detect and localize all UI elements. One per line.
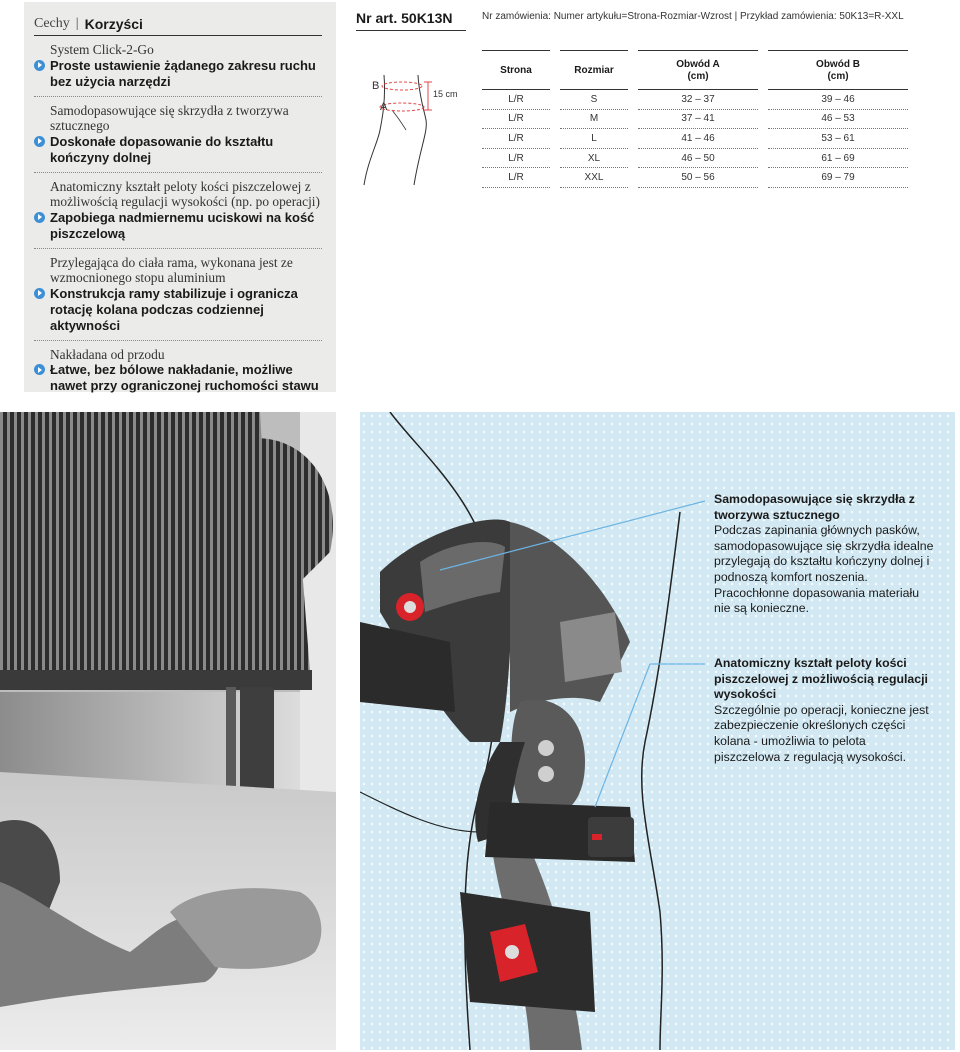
- callout-tibial-pad: [714, 656, 934, 765]
- benefit-row: [34, 210, 322, 242]
- arrow-right-icon: [34, 288, 45, 299]
- feature-text: Nakładana od przodu: [50, 346, 165, 362]
- feature-item: [34, 249, 322, 341]
- callout-self-adjusting-wings: [714, 492, 934, 617]
- size-row: [482, 129, 908, 149]
- feature-item: [34, 36, 322, 97]
- header-circumference-b: Obwód B (cm): [768, 50, 908, 90]
- heading-separator: |: [75, 16, 79, 31]
- feature-text: Samodopasowujące się skrzydła z tworzywa sztucznego: [50, 102, 289, 133]
- chair-and-leg-photo: [0, 412, 336, 1050]
- callout-body: Szczególnie po operacji, konieczne jest zabezpieczenie określonych części kolana - umożliwia to pelota piszczelowa z regulacją wysokości.: [714, 702, 929, 764]
- benefit-text: Zapobiega nadmiernemu uciskowi na kość piszczelową: [50, 209, 315, 241]
- features-benefits-panel: [24, 2, 336, 392]
- cell-side: L/R: [482, 149, 550, 169]
- arrow-right-icon: [34, 136, 45, 147]
- cell-circ-b: 61 – 69: [768, 149, 908, 169]
- benefits-heading: Korzyści: [84, 16, 143, 32]
- cell-side: L/R: [482, 110, 550, 130]
- header-size: Rozmiar: [560, 50, 628, 90]
- cell-side: L/R: [482, 168, 550, 188]
- size-row: [482, 90, 908, 110]
- benefit-row: [34, 362, 322, 394]
- cell-side: L/R: [482, 129, 550, 149]
- arrow-right-icon: [34, 212, 45, 223]
- cell-size: S: [560, 90, 628, 110]
- order-info: Nr zamówienia: Numer artykułu=Strona-Rozmiar-Wzrost | Przykład zamówienia: 50K13=R-XXL: [482, 11, 904, 22]
- size-row: [482, 110, 908, 130]
- cell-circ-b: 46 – 53: [768, 110, 908, 130]
- cell-circ-a: 46 – 50: [638, 149, 758, 169]
- cell-circ-b: 69 – 79: [768, 168, 908, 188]
- feature-item: [34, 341, 322, 401]
- measurement-diagram: [356, 70, 466, 190]
- feature-text: System Click-2-Go: [50, 42, 154, 57]
- cell-circ-b: 39 – 46: [768, 90, 908, 110]
- cell-size: XL: [560, 149, 628, 169]
- cell-circ-b: 53 – 61: [768, 129, 908, 149]
- size-table-header-row: [482, 50, 908, 90]
- callout-title: Anatomiczny kształt peloty kości piszczelowej z możliwością regulacji wysokości: [714, 656, 928, 702]
- arrow-right-icon: [34, 364, 45, 375]
- features-heading: Cechy: [34, 16, 70, 31]
- size-row: [482, 168, 908, 188]
- size-row: [482, 149, 908, 169]
- benefit-text: Proste ustawienie żądanego zakresu ruchu bez użycia narzędzi: [50, 57, 316, 89]
- cell-circ-a: 50 – 56: [638, 168, 758, 188]
- cell-circ-a: 32 – 37: [638, 90, 758, 110]
- distance-label: 15 cm: [433, 89, 458, 99]
- feature-text: Przylegająca do ciała rama, wykonana jest ze wzmocnionego stopu aluminium: [50, 254, 293, 285]
- feature-item: [34, 173, 322, 249]
- product-panel: [360, 412, 955, 1050]
- size-table: [482, 50, 908, 188]
- callout-title: Samodopasowujące się skrzydła z tworzywa sztucznego: [714, 492, 915, 522]
- benefit-text: Doskonałe dopasowanie do kształtu kończyny dolnej: [50, 133, 274, 165]
- feature-text: Anatomiczny kształt peloty kości piszczelowej z możliwością regulacji wysokości (np. po operacji): [50, 178, 320, 209]
- cell-size: XXL: [560, 168, 628, 188]
- cell-size: M: [560, 110, 628, 130]
- feature-list: [34, 36, 322, 400]
- benefit-text: Łatwe, bez bólowe nakładanie, możliwe nawet przy ograniczonej ruchomości stawu: [50, 362, 319, 393]
- panel-header: [34, 16, 322, 36]
- cell-side: L/R: [482, 90, 550, 110]
- cell-circ-a: 41 – 46: [638, 129, 758, 149]
- header-circumference-a: Obwód A (cm): [638, 50, 758, 90]
- feature-item: [34, 97, 322, 173]
- cell-circ-a: 37 – 41: [638, 110, 758, 130]
- divider: [356, 30, 466, 31]
- callout-body: Podczas zapinania głównych pasków, samodopasowujące się skrzydła idealne przylegają do kształtu kończyny dolnej i podnoszą komfort noszenia. Pracochłonne dopasowania materiału nie są konieczne.: [714, 523, 934, 616]
- arrow-right-icon: [34, 60, 45, 71]
- article-number: Nr art. 50K13N: [356, 10, 453, 26]
- benefit-row: [34, 58, 322, 90]
- benefit-row: [34, 286, 322, 334]
- label-b: B: [372, 80, 380, 92]
- benefit-text: Konstrukcja ramy stabilizuje i ogranicza rotację kolana podczas codziennej aktywności: [50, 285, 298, 333]
- label-a: A: [380, 101, 388, 113]
- benefit-row: [34, 134, 322, 166]
- header-side: Strona: [482, 50, 550, 90]
- cell-size: L: [560, 129, 628, 149]
- lifestyle-photo: [0, 412, 336, 1050]
